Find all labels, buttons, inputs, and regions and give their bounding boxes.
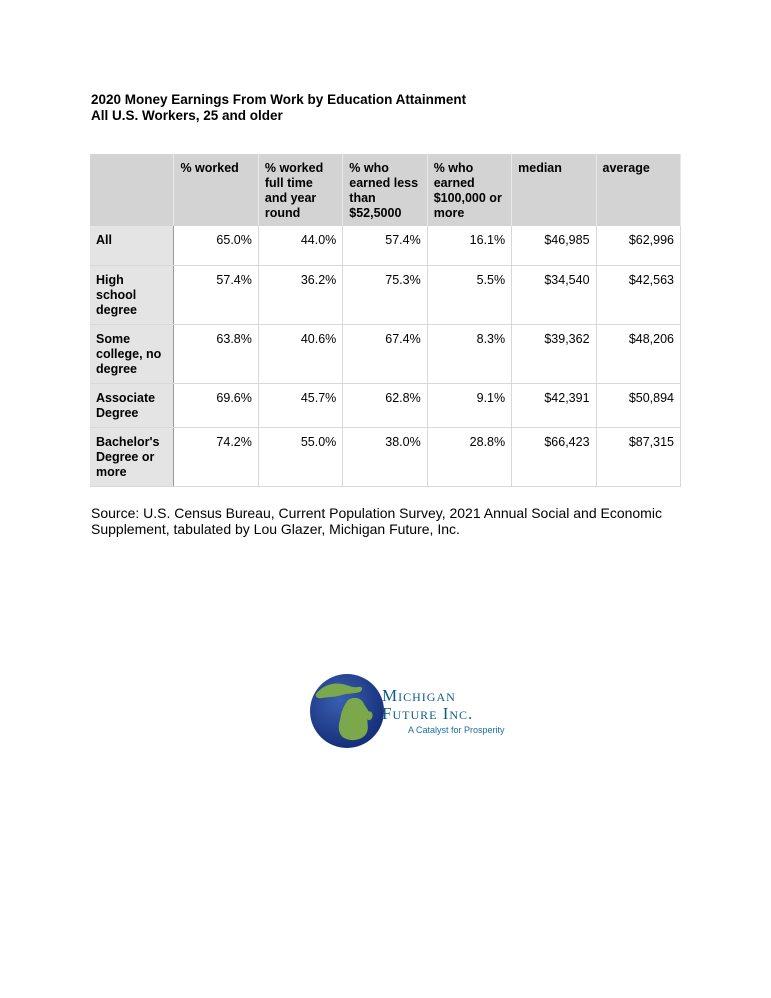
table-cell: 67.4% — [343, 325, 427, 384]
column-header: average — [596, 154, 680, 226]
table-cell: 28.8% — [427, 428, 511, 487]
column-header: % who earned $100,000 or more — [427, 154, 511, 226]
table-cell: $46,985 — [512, 226, 596, 266]
table-cell: 57.4% — [343, 226, 427, 266]
table-cell: 45.7% — [258, 384, 342, 428]
logo-tagline: A Catalyst for Prosperity — [408, 725, 505, 735]
table-cell: 40.6% — [258, 325, 342, 384]
table-cell: 38.0% — [343, 428, 427, 487]
table-cell: 74.2% — [174, 428, 258, 487]
michigan-globe-icon — [308, 672, 386, 750]
table-cell: 55.0% — [258, 428, 342, 487]
row-label: Bachelor's Degree or more — [90, 428, 174, 487]
table-cell: $48,206 — [596, 325, 680, 384]
row-label: Associate Degree — [90, 384, 174, 428]
table-cell: 65.0% — [174, 226, 258, 266]
table-cell: $42,391 — [512, 384, 596, 428]
column-header: % worked full time and year round — [258, 154, 342, 226]
table-row — [90, 384, 681, 428]
michigan-future-logo — [308, 672, 508, 752]
table-cell: 36.2% — [258, 266, 342, 325]
column-header: % who earned less than $52,5000 — [343, 154, 427, 226]
table-row — [90, 428, 681, 487]
row-label: All — [90, 226, 174, 266]
title-line-2: All U.S. Workers, 25 and older — [91, 108, 283, 123]
row-label: Some college, no degree — [90, 325, 174, 384]
logo-text-line-2: Future Inc. — [382, 704, 474, 723]
table-cell: 69.6% — [174, 384, 258, 428]
table-cell: 8.3% — [427, 325, 511, 384]
table-cell: $66,423 — [512, 428, 596, 487]
table-cell: 9.1% — [427, 384, 511, 428]
table-cell: 44.0% — [258, 226, 342, 266]
column-header: median — [512, 154, 596, 226]
table-cell: 62.8% — [343, 384, 427, 428]
table-header-row — [90, 154, 681, 226]
table-row — [90, 325, 681, 384]
table-cell: 5.5% — [427, 266, 511, 325]
table-cell: $50,894 — [596, 384, 680, 428]
table-cell: 16.1% — [427, 226, 511, 266]
table-cell: 75.3% — [343, 266, 427, 325]
source-note: Source: U.S. Census Bureau, Current Population Survey, 2021 Annual Social and Economic Supplement, tabulated by Lou Glazer, Michigan Future, Inc. — [91, 505, 662, 537]
column-header — [90, 154, 174, 226]
title-line-1: 2020 Money Earnings From Work by Education Attainment — [91, 92, 467, 107]
document-title — [91, 92, 466, 124]
logo-text-line-1: Michigan — [382, 686, 456, 705]
table-cell: $39,362 — [512, 325, 596, 384]
table-cell: 57.4% — [174, 266, 258, 325]
table-cell: $87,315 — [596, 428, 680, 487]
earnings-table — [90, 154, 681, 487]
table-cell: $34,540 — [512, 266, 596, 325]
column-header: % worked — [174, 154, 258, 226]
table-row — [90, 226, 681, 266]
table-cell: $62,996 — [596, 226, 680, 266]
row-label: High school degree — [90, 266, 174, 325]
table-cell: 63.8% — [174, 325, 258, 384]
table-row — [90, 266, 681, 325]
table-cell: $42,563 — [596, 266, 680, 325]
